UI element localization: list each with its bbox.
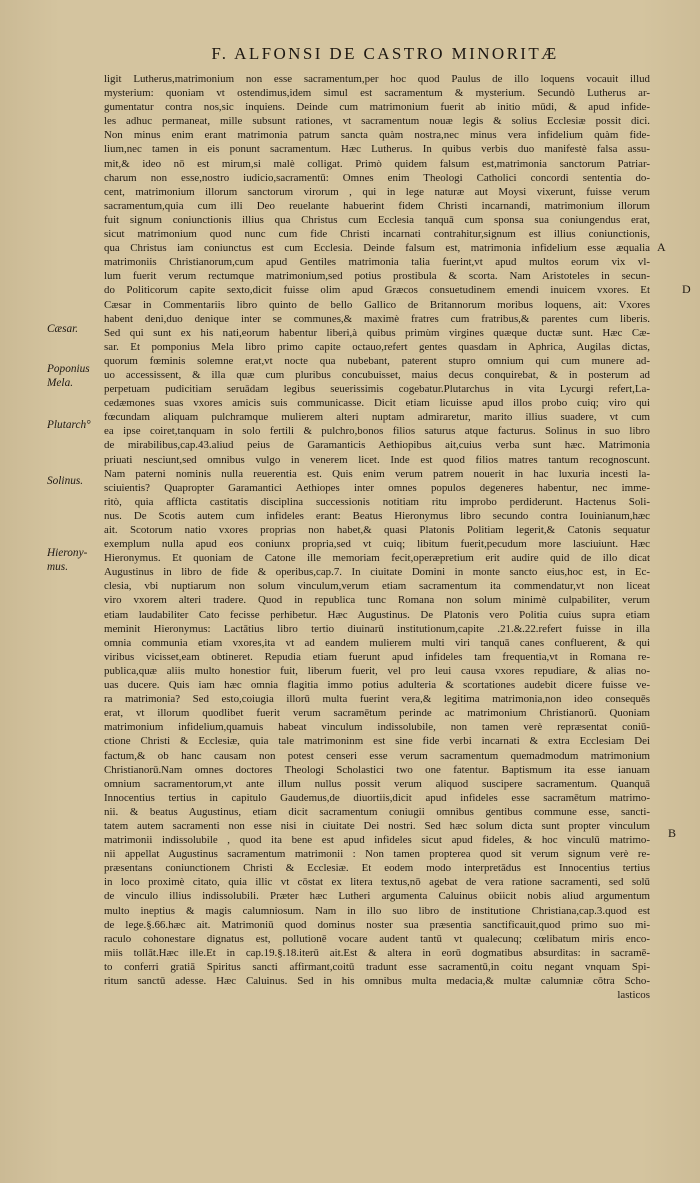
text-line: uas ducere. Quis iam hæc omnia flagitia immo potius adulteria & scortationes audebit dicere fuisse ve- [104,679,650,692]
text-line: ea ipse coiret,tanquam in solo fertili & pulchro,bonos filios saturus atque facturus. Solinus in suo libro [104,425,650,438]
text-line: cent, matrimonium illorum sanctorum virorum , qui in lege naturæ aut Moysi vixerunt, fuisse verum [104,185,650,198]
text-line: lum fuerit verum rectumque matrimonium,sed potius prostibula & scorta. Nam Aristoteles in secun- [104,270,650,283]
text-line: matrimonii indissolubile , quod ita bene est apud infideles sicut apud fideles, & hoc vinculū matrimo- [104,834,650,847]
text-line: nii. & beatus Augustinus, etiam dicit sacramentum coniugii omnibus gentibus commune esse, sancti- [104,805,650,818]
margin-note-solinus: Solinus. [47,475,84,487]
text-line: raculo cohonestare dignatus est, pollutionē vocare audent tantū vt qualecunq; cœlibatum miris enco- [104,932,650,945]
text-line: do Politicorum capite sexto,dicit fuisse olim apud Græcos consuetudinem emendi inuicem vxores. Et [104,284,650,297]
text-line: perpetuam pudicitiam seruādam legibus seuerissimis cogebatur.Plutarchus in vita Lycurgi refert,La- [104,383,650,396]
text-line: fuit signum coniunctionis illius qua Christus cum Ecclesia tanquā cum sponsa sua coniungendus erat, [104,213,650,226]
text-line: omnia communia etiam vxores,ita vt ad eandem mulierem multi viri tanquā canes confluerent, & qui [104,636,650,649]
text-line: erat, vt illorum quodlibet fuerit verum sacramētum perinde ac matrimonium Christianorū. Quoniam [104,707,650,720]
text-line: matrimonium infidelium,quamuis habeat vinculum indissolubile, non tamen verè repræsentat coniū- [104,721,650,734]
text-line: fœcundam aliquam pulchramque mulierem alteri nuptam admiraretur, marito illius suadere, vt cum [104,411,650,424]
text-line: ritò, quia afflicta castitatis disciplina successionis notitiam ritu improbo perdiderunt. Hactenus Soli- [104,495,650,508]
text-line: ritum sanctū adesse. Hæc Caluinus. Sed in his omnibus multa medacia,& multæ calumniæ cōtra Scho- [104,975,650,987]
text-line: Augustinus in libro de fide & operibus,cap.7. In ciuitate Domini in monte sancto eius,hoc est, in Ec- [104,566,650,579]
text-line: viro vxorem alteri tradere. Quod in republica tunc Romana non solum minimè culpabiliter, verum [104,594,650,607]
text-line: lium,nec tamen in eis ponunt sacramentum. Hæc Lutherus. In quibus verbis duo manifestè falsa assu- [104,143,650,156]
text-line: exemplum nulla apud eos coniunx propria,sed vt cuiq; libitum fuerit,pecudum more lasciuiunt. Hæc [104,538,650,551]
text-line: to conferri gratiā Spiritus sancti affirmant,coitū tradunt esse sacramentū,in coitu negant vnquam Spi- [104,960,650,973]
text-line: de vinculo illius indissolubili. Præter hæc Lutheri argumenta Caluinus obiicit nobis aliud argumentum [104,890,650,903]
text-line: sar. Et pomponius Mela libro primo capite octauo,refert gentes quasdam in Aphrica, Augilas dictas, [104,340,650,353]
text-line: qua Christus iam coniunctus est cum Ecclesia. Deinde falsum est, matrimonia infidelium esse æqualia [104,242,650,255]
margin-note-caesar: Cæsar. [47,323,79,335]
text-line: cedæmones suas vxores amicis suis communicasse. Dicit etiam licuisse apud illos probo cuiq; viro qui [104,397,650,410]
text-line: Innocentius tertius in capitulo Gaudemus,de diuortiis,dicit apud infideles esse sacramētum matrimo- [104,791,650,804]
text-line: sicut matrimonium quod nunc cum fide Christi incarnati contrahitur,signum est illius coniunctionis, [104,228,650,241]
text-line: sciuientis? Quapropter Garamantici Aethiopes inter omnes populos degeneres habentur, nec imme- [104,481,650,494]
text-line: omnium sacramentorum,vt ante illum nullus possit verum aliquod suscipere sacramentum. Quanquā [104,777,650,790]
text-line: de lege.§.66.hæc ait. Matrimoniū quod dominus noster sua præsentia sanctificauit,quod primo suo mi- [104,918,650,931]
text-line: gumentatur contra nos,sic inquiens. Deinde cum matrimonium fuerit ab initio mūdi, & apud infide- [104,101,650,114]
text-line: præsentans coniunctionem Christi & Ecclesiæ. Et eodem modo interpretādus est Innocentius tertius [104,862,650,875]
side-letter-a: A [657,240,666,254]
margin-note-plutarch: Plutarch° [47,419,91,431]
side-letter-b: B [668,826,677,840]
text-line: Nam paterni nominis nulla reuerentia est. Quis enim verum patrem nouerit in hac luxuria incesti la- [104,467,650,480]
text-line: nii appellat Augustinus sacramentum matrimonii : Non tamen propterea quod sit verum signum verè re- [104,848,650,861]
margin-note-mela: Mela. [47,377,74,389]
text-line: sacramentum,quia cum illi Deo reuelante habuerint fidem Christi incarnandi, matrimonium illorum [104,199,650,212]
running-head: F. ALFONSI DE CASTRO MINORITÆ [211,44,559,63]
text-line: miis tollāt.Hæc ille.Et in cap.19.§.18.iterū ait.Est & altera in eorū dogmatibus absurditas: in sacramē- [104,946,650,959]
text-line: ra matrimonia? Sed esto,coiugia illorū multa fuerint vera,& legitima matrimonia,non ideo consequēs [104,693,650,706]
text-line: matrimoniis Christianorum,cum apud Gentiles matrimonia talia fuerint,vt apud multos eorum vix vl- [104,256,650,269]
text-line: in loco proximè citato, quia illic vt cōstat ex litera textus,nō agebat de vera ratione sacramenti, sed solū [104,876,650,889]
text-line: quorum fœminis solemne erat,vt nocte qua nubebant, paterent stupro omnium qui cum munere ad- [104,354,650,367]
text-line: nus. De Scotis autem cum infideles erant: Beatus Hieronymus libro secundo contra Iouinianum,hæc [104,509,650,522]
text-line: ligit Lutherus,matrimonium non esse sacramentum,per hoc quod Paulus de illo loquens vocauit illud [104,73,650,85]
text-line: de mirabilibus,cap.43.aliud peius de Garamanticis Aethiopibus ait,cuius verba sunt hæc. Matrimonia [104,439,650,452]
text-line: mysterium: quoniam vt ostendimus,idem simul est sacramentum & mysterium. Secundò Lutherus ar- [104,87,650,100]
text-line: Non minus enim erant matrimonia patrum sancta quàm nostra,nec minus vera infidelium quàm fide- [104,129,650,142]
text-line: Sed qui sunt ex his nati,eorum habentur liberi,à quibus primùm virgines quæque ductæ sunt. Hæc Cæ- [104,326,650,339]
text-line: ctione Christi & Ecclesiæ, quia tale matrimoninm est sine fide verbi incarnati & extra Ecclesiam Dei [104,735,650,748]
text-line: uo accessissent, & illa quæ cum pluribus concubuisset, maius decus conquirebat, & in posterum ad [104,368,650,381]
margin-note-hieronymus: Hierony- [47,547,88,559]
text-line: clesia, vbi nuptiarum non solum vinculum,verum etiam sacramentum ita commendatur,vt non liceat [104,580,650,593]
text-line: habent deni,duo denique inter se communes,& maximè fratres cum fratribus,& parentes cum liberis. [104,312,650,325]
text-line: charum non esse,nostro iudicio,sacramentū: Omnes enim Theologi Catholici concordi sententia do- [104,171,650,184]
text-line: Hieronymus. Et quoniam de Catone ille memoriam fecit,operæpretium erit audire quid de illo dicat [104,552,650,565]
margin-note-mus: mus. [47,561,69,573]
main-text [104,72,650,1002]
text-line: viribus vicisset,eam obtineret. Repudia etiam fuerunt apud infideles tam frequentia,vt in Romana re- [104,650,650,663]
text-line: priuati nesciunt,sed omnibus vulgo in venerem licet. Inde est quod filios matres tantum recognoscunt. [104,453,650,466]
side-letter-d: D [682,282,691,296]
text-line: tatem autem sacramenti non esse nisi in ciuitate Dei nostri. Sed hæc solum dicta sunt propter vinculum [104,819,650,832]
text-line: mit,& ideo nō est mirum,si malè colligat. Primò quidem falsum est,matrimonia sanctorum Patriar- [104,157,650,170]
text-line: lasticos [617,989,650,1002]
margin-note-pomponius: Poponius [47,363,90,375]
text-line: les adhuc permaneat, mille subsunt rationes, vt sacramentum nouæ legis & solius Ecclesiæ possit dici. [104,115,650,128]
text-line: multo ineptius & magis calumniosum. Nam in illo suo libro de institutione Christiana,cap.3.quod est [104,904,650,917]
text-line: meminit Hieronymus: Lactātius libro tertio diuinarū institutionum,capite .21.&.22.refert fuisse in illa [104,622,650,635]
text-line: ait. Scotorum natio vxores proprias non habet,& quasi Platonis Politiam legerit,& Catonis sequatur [104,524,650,536]
text-line: Cæsar in Commentariis libro quinto de bello Gallico de Britannorum moribus loquens, ait: Vxores [104,298,650,311]
text-line: factum,& ob hanc causam non potest censeri esse verum sacramentum quemadmodum matrimonium [104,749,650,762]
text-line: Christianorū.Nam omnes doctores Theologi Scholastici two one fatentur. Baptismum ita esse ianuam [104,763,650,776]
text-line: publica,quæ aliis multo honestior fuit, liberum fuerit, vel pro leui causa vxores repudiare, & alias no- [104,664,650,677]
text-line: etiam laudabiliter Cato fecisse perhibetur. Hæc Augustinus. De Platonis vero Politia cuius supra etiam [104,608,650,621]
